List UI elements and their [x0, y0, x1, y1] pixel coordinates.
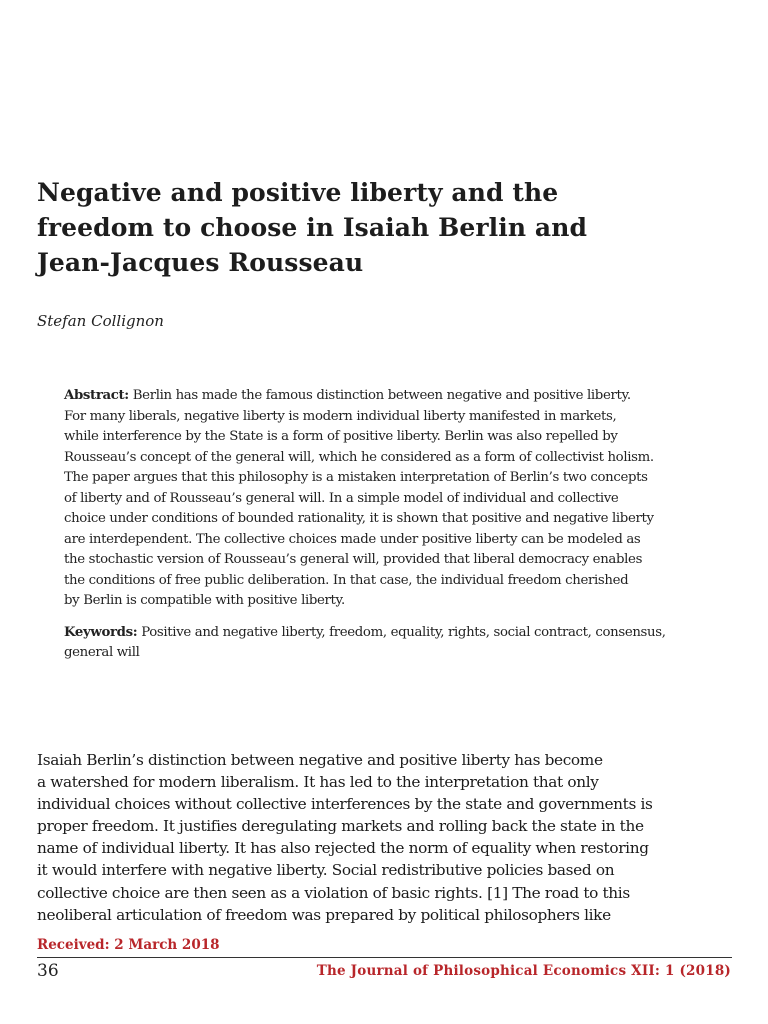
body-line: individual choices without collective interferences by the state and governments is	[37, 795, 653, 814]
body-line: proper freedom. It justifies deregulating markets and rolling back the state in the	[37, 817, 644, 836]
journal-citation: The Journal of Philosophical Economics XII: 1 (2018)	[316, 963, 731, 979]
keywords-line: general will	[64, 645, 140, 660]
abstract	[64, 386, 732, 612]
author-name: Stefan Collignon	[37, 312, 164, 330]
abstract-line: while interference by the State is a form of positive liberty. Berlin was also repelled by	[64, 429, 618, 444]
body-line: Isaiah Berlin’s distinction between negative and positive liberty has become	[37, 751, 603, 769]
abstract-line	[64, 386, 732, 407]
abstract-line: by Berlin is compatible with positive liberty.	[64, 593, 345, 608]
keywords-text: Positive and negative liberty, freedom, equality, rights, social contract, consensus,	[137, 625, 666, 640]
body-paragraph	[37, 749, 732, 926]
title-line: freedom to choose in Isaiah Berlin and	[37, 213, 588, 242]
received-date: Received: 2 March 2018	[37, 937, 220, 953]
body-line: name of individual liberty. It has also rejected the norm of equality when restoring	[37, 839, 649, 858]
abstract-line: For many liberals, negative liberty is modern individual liberty manifested in markets,	[64, 408, 617, 424]
abstract-label: Abstract:	[64, 388, 129, 403]
body-line: it would interfere with negative liberty. Social redistributive policies based on	[37, 861, 615, 880]
title-line: Jean-Jacques Rousseau	[37, 248, 364, 277]
body-line: collective choice are then seen as a violation of basic rights. [1] The road to this	[37, 883, 630, 902]
body-line: neoliberal articulation of freedom was prepared by political philosophers like	[37, 905, 611, 924]
abstract-line: the stochastic version of Rousseau’s general will, provided that liberal democracy enables	[64, 552, 643, 567]
page-number: 36	[37, 961, 59, 981]
abstract-line: The paper argues that this philosophy is a mistaken interpretation of Berlin’s two concepts	[64, 470, 648, 485]
article-title	[37, 175, 727, 280]
abstract-line: Rousseau’s concept of the general will, which he considered as a form of collectivist holism.	[64, 449, 654, 465]
keywords-label: Keywords:	[64, 625, 138, 640]
abstract-line: of liberty and of Rousseau’s general will. In a simple model of individual and collective	[64, 490, 619, 506]
keywords	[64, 623, 732, 663]
abstract-line: choice under conditions of bounded rationality, it is shown that positive and negative liberty	[64, 511, 654, 526]
abstract-line: the conditions of free public deliberation. In that case, the individual freedom cherished	[64, 572, 629, 588]
body-line: a watershed for modern liberalism. It has led to the interpretation that only	[37, 773, 599, 792]
keywords-line	[64, 623, 732, 643]
footer-divider	[37, 957, 732, 958]
abstract-line: are interdependent. The collective choices made under positive liberty can be modeled as	[64, 531, 641, 547]
abstract-text: Berlin has made the famous distinction between negative and positive liberty.	[128, 388, 631, 403]
title-line: Negative and positive liberty and the	[37, 178, 559, 207]
